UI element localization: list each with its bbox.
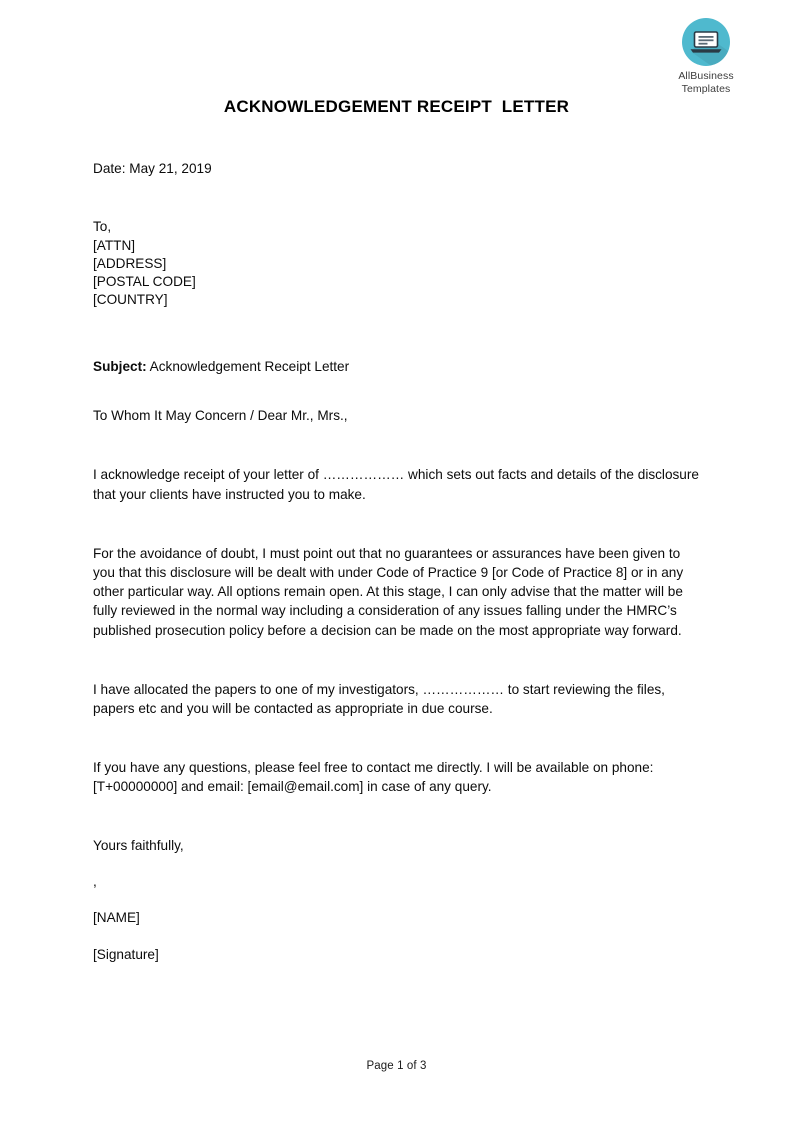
- spacer: [93, 425, 705, 465]
- page-title: ACKNOWLEDGEMENT RECEIPT LETTER: [223, 97, 570, 116]
- date-line: Date: May 21, 2019: [93, 161, 212, 176]
- signature-placeholder: [Signature]: [93, 946, 159, 962]
- salutation: To Whom It May Concern / Dear Mr., Mrs.,: [93, 408, 348, 424]
- spacer: [93, 640, 705, 680]
- recipient-to: To,: [93, 219, 112, 235]
- recipient-attn: [ATTN]: [93, 237, 136, 253]
- subject-value: Acknowledgement Receipt Letter: [149, 358, 350, 374]
- spacer: [93, 891, 705, 909]
- spacer: [93, 928, 705, 946]
- subject-label: Subject:: [93, 358, 147, 374]
- closing-salutation: Yours faithfully,: [93, 837, 184, 853]
- letter-body: [93, 160, 705, 964]
- logo-circle: [682, 18, 730, 66]
- recipient-postal-code: [POSTAL CODE]: [93, 274, 196, 290]
- name-placeholder: [NAME]: [93, 910, 140, 926]
- brand-logo: [653, 18, 759, 95]
- spacer: [93, 178, 705, 218]
- paragraph-2: For the avoidance of doubt, I must point out that no guarantees or assurances have been given to you that this disclosure will be dealt with under Code of Practice 9 [or Code of Practice 8] or in any other particular way. All options remain open. At this stage, I can only advise that the matter will be fully reviewed in the normal way including a consideration of any issues falling under the HMRC’s published prosecution policy before a decision can be made on the most appropriate way forward.: [93, 545, 684, 638]
- spacer: [93, 797, 705, 837]
- spacer: [93, 310, 705, 358]
- spacer: [93, 376, 705, 407]
- closing-comma: ,: [93, 873, 97, 889]
- page-footer: Page 1 of 3: [366, 1060, 427, 1072]
- paragraph-4: If you have any questions, please feel free to contact me directly. I will be available on phone: [T+00000000] and email: [email@email.com] in case of any query.: [93, 760, 654, 795]
- spacer: [93, 855, 705, 873]
- recipient-country: [COUNTRY]: [93, 292, 168, 308]
- paragraph-3: I have allocated the papers to one of my investigators, ……………… to start reviewing the files, papers etc and you will be contacted as appropriate in due course.: [93, 681, 665, 716]
- laptop-icon: [682, 18, 730, 66]
- spacer: [93, 718, 705, 758]
- spacer: [93, 504, 705, 544]
- recipient-address: [ADDRESS]: [93, 255, 167, 271]
- brand-name-line2: Templates: [681, 82, 731, 95]
- subject-line: [93, 358, 705, 376]
- brand-name-line1: AllBusiness: [678, 70, 734, 82]
- paragraph-1: I acknowledge receipt of your letter of ……………… which sets out facts and details of the disclosure that your clients have instructed you to make.: [93, 467, 699, 502]
